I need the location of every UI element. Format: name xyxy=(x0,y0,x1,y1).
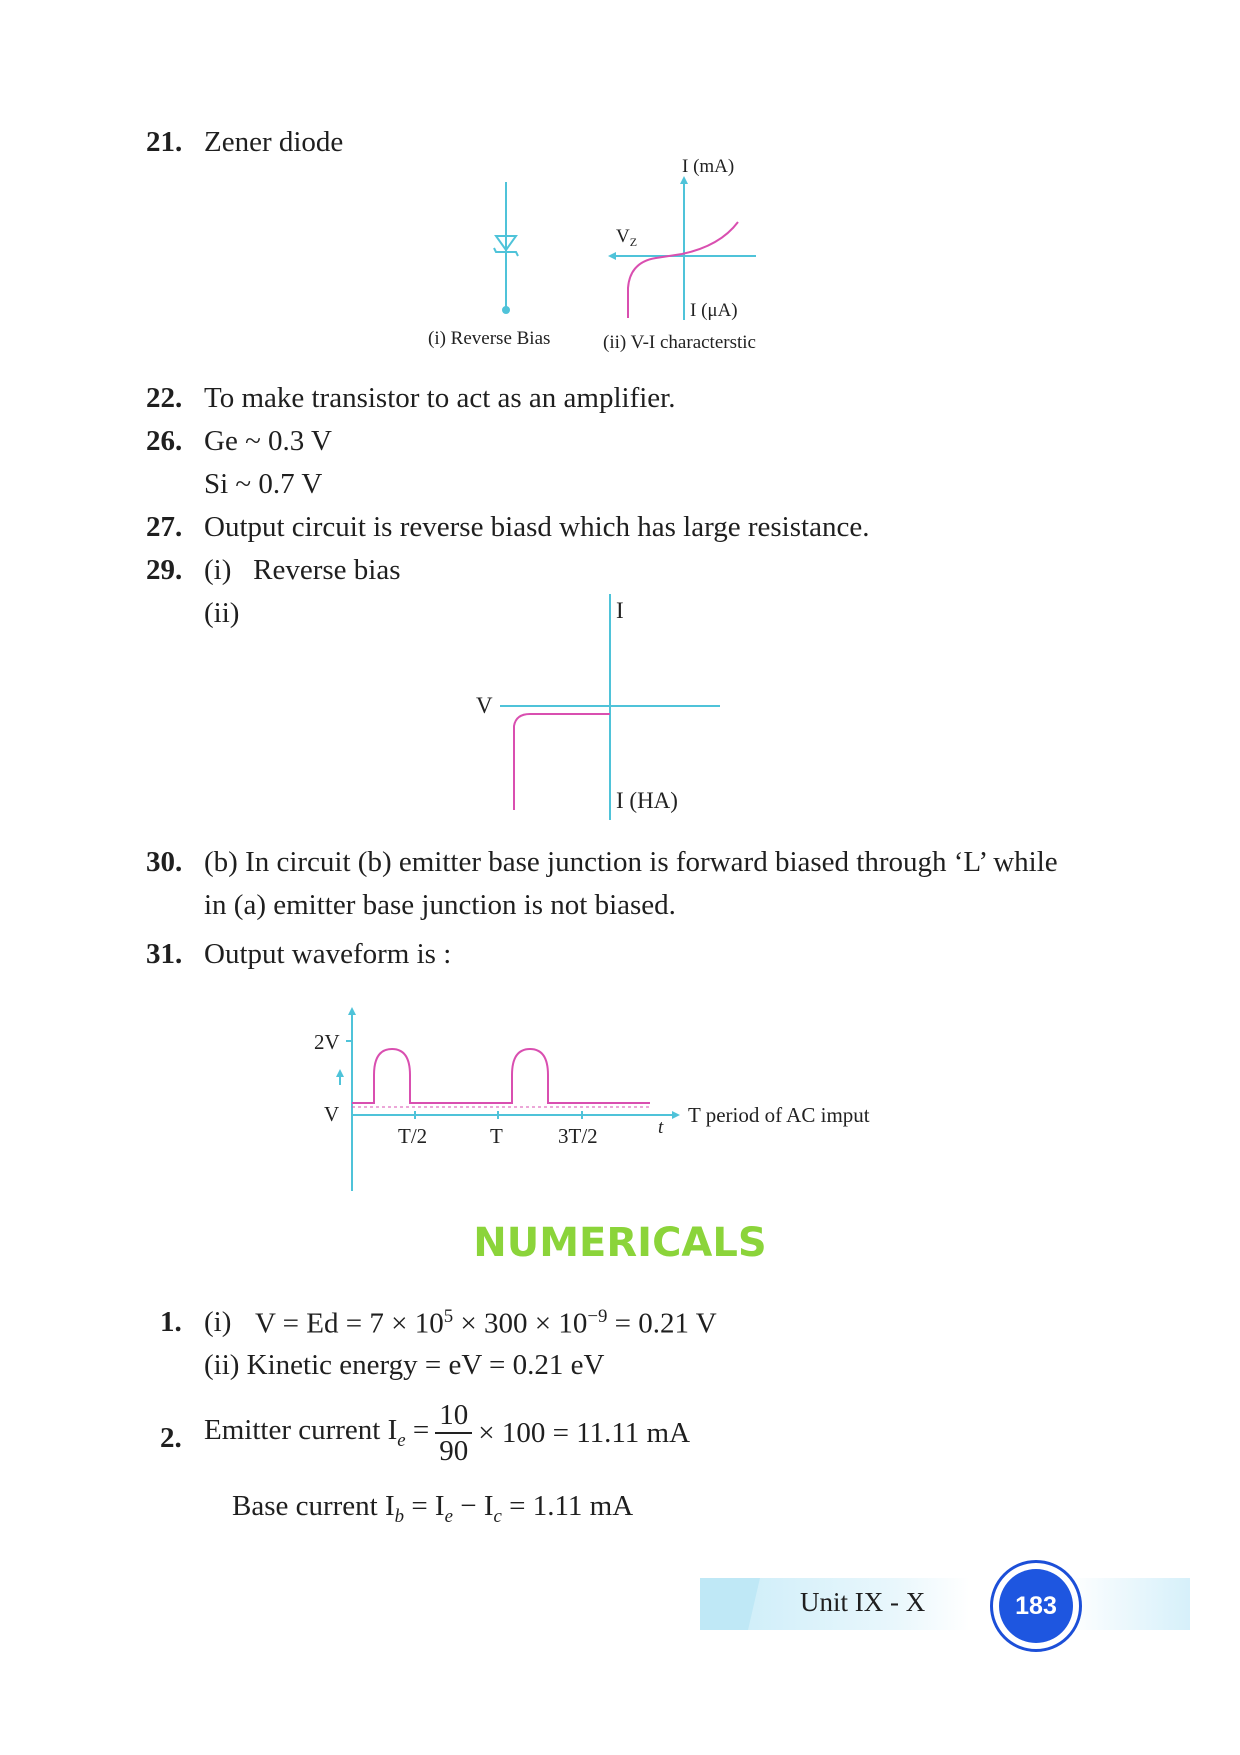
q21-text: Zener diode xyxy=(204,126,344,158)
q31-text: Output waveform is : xyxy=(204,938,452,970)
q26-number: 26. xyxy=(146,425,183,457)
q22-number: 22. xyxy=(146,382,183,414)
q31-number: 31. xyxy=(146,938,183,970)
q26-line2: Si ~ 0.7 V xyxy=(204,468,323,500)
period-label: T period of AC imput xyxy=(688,1103,870,1127)
n2-fraction: $\frac{10}{90}$ xyxy=(435,1398,472,1468)
q30-line2: in (a) emitter base junction is not biased. xyxy=(204,889,676,921)
n1-part1-label: (i) xyxy=(204,1306,232,1338)
i-ua-label: I (μA) xyxy=(690,300,738,321)
zener-figure xyxy=(420,150,820,360)
output-waveform-figure xyxy=(300,1005,940,1195)
q29-part2: (ii) xyxy=(204,597,240,629)
q27-text: Output circuit is reverse biasd which has large resistance. xyxy=(204,511,870,543)
footer-unit: Unit IX - X xyxy=(800,1587,926,1617)
t-axis-label: t xyxy=(658,1117,664,1138)
q30-number: 30. xyxy=(146,846,183,878)
vi-caption: (ii) V-I characterstic xyxy=(603,332,756,353)
q21-number: 21. xyxy=(146,126,183,158)
footer-band xyxy=(700,1578,1190,1630)
iha-label: I (HA) xyxy=(616,788,678,813)
page-number: 183 xyxy=(999,1569,1073,1643)
i-ma-label: I (mA) xyxy=(682,156,735,177)
i-axis-label: I xyxy=(616,598,624,623)
n2-base-current: Base current $I_b = I_e - I_c = 1.11$ mA xyxy=(232,1490,634,1527)
q27-number: 27. xyxy=(146,511,183,543)
n2-number: 2. xyxy=(160,1422,182,1454)
q30-line1: (b) In circuit (b) emitter base junction is forward biased through ‘L’ while xyxy=(204,846,1058,878)
q29-number: 29. xyxy=(146,554,183,586)
n1-part1-equation: $V = Ed = 7 \times 10^5 \times 300 \times 10^{-9} = 0.21$ V xyxy=(255,1306,717,1340)
tick-t: T xyxy=(490,1124,503,1148)
q29-part1: (i) Reverse bias xyxy=(204,554,401,586)
page-number-badge xyxy=(990,1560,1082,1652)
numericals-heading: NUMERICALS xyxy=(473,1220,767,1266)
q22-text: To make transistor to act as an amplifier. xyxy=(204,382,676,414)
tick-3t-half: 3T/2 xyxy=(558,1124,598,1148)
reverse-bias-caption: (i) Reverse Bias xyxy=(428,328,551,349)
q26-line1: Ge ~ 0.3 V xyxy=(204,425,332,457)
v-axis-label: V xyxy=(476,693,493,718)
reverse-bias-figure xyxy=(470,590,730,825)
tick-t-half: T/2 xyxy=(398,1124,428,1148)
n1-number: 1. xyxy=(160,1306,182,1338)
n2-emitter-current: Emitter current $I_e$ = $\frac{10}{90}$ × 100 = 11.11 mA xyxy=(204,1399,691,1467)
y-2v-label: 2V xyxy=(314,1030,340,1054)
vz-label: $V_Z$ xyxy=(616,226,638,249)
y-v-label: V xyxy=(324,1102,340,1126)
zener-diode-symbol xyxy=(494,182,518,314)
n1-part2: (ii) Kinetic energy = eV = 0.21 eV xyxy=(204,1349,605,1381)
